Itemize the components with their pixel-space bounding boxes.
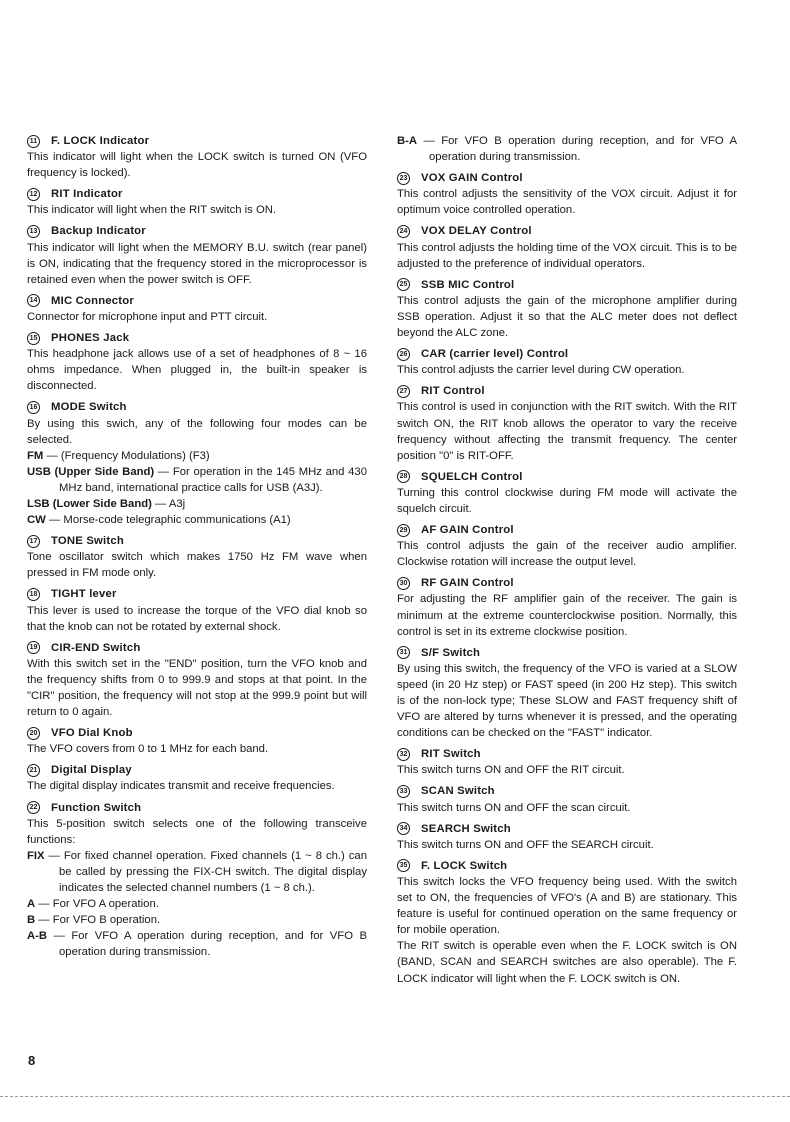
section-title: Function Switch [51,801,142,814]
section-body: This control adjusts the holding time of the VOX circuit. This is to be adjusted to the preference of individual operators. [397,241,737,270]
item-number-badge: 28 [397,470,410,483]
item-number-badge: 15 [27,332,40,345]
definition-item [27,512,367,528]
section-body: The VFO covers from 0 to 1 MHz for each band. [27,743,269,756]
section-heading [27,762,367,778]
footer-scan-rule [0,1096,790,1097]
section-heading [397,783,737,799]
item-number-badge: 13 [27,225,40,238]
definition-item [27,448,367,464]
section-heading [27,133,367,149]
section-title: CAR (carrier level) Control [421,348,569,361]
item-number-badge: 30 [397,577,410,590]
spec-section [27,586,367,634]
section-body: This switch turns ON and OFF the scan circuit. [397,801,631,814]
definition-item [27,896,367,912]
item-number-badge: 11 [27,135,40,148]
section-body: This switch turns ON and OFF the SEARCH circuit. [397,838,654,851]
spec-section [397,277,737,341]
spec-section [27,640,367,720]
item-number-badge: 24 [397,225,410,238]
item-number-badge: 16 [27,401,40,414]
spec-section [27,186,367,218]
section-body: This control is used in conjunction with the RIT switch. With the RIT switch ON, the RIT knob allows the operator to vary the receive frequency without affecting the transmit frequency. The center position "0" is RIT-OFF. [397,401,737,462]
item-number-badge: 32 [397,748,410,761]
section-title: RIT Control [421,385,485,398]
item-number-badge: 17 [27,535,40,548]
section-title: VOX GAIN Control [421,172,523,185]
definition-item [27,464,367,496]
section-body: Turning this control clockwise during FM mode will activate the squelch circuit. [397,486,737,515]
section-body: This lever is used to increase the torque of the VFO dial knob so that the knob can not be rotated by external shock. [27,604,367,633]
definition-term: B [27,914,36,927]
section-title: S/F Switch [421,646,481,659]
section-title: CIR-END Switch [51,641,141,654]
section-heading [27,800,367,816]
section-body: This control adjusts the carrier level during CW operation. [397,364,685,377]
section-title: VFO Dial Knob [51,727,133,740]
section-body: Connector for microphone input and PTT circuit. [27,310,268,323]
section-title: TONE Switch [51,535,124,548]
section-heading [27,330,367,346]
definition-term: FIX [27,849,45,862]
section-heading [397,575,737,591]
section-body: This headphone jack allows use of a set of headphones of 8 ~ 16 ohms impedance. When plugged in, the built-in speaker is disconnected. [27,348,367,393]
section-body: This indicator will light when the MEMORY B.U. switch (rear panel) is ON, indicating that the frequency stored in the microprocessor is retained even when the power switch is OFF. [27,241,367,286]
section-title: PHONES Jack [51,332,130,345]
item-number-badge: 33 [397,785,410,798]
spec-section [397,783,737,815]
definition-item [397,133,737,165]
item-number-badge: 27 [397,385,410,398]
definition-term: A [27,898,36,911]
spec-section [27,293,367,325]
spec-section [27,133,367,181]
right-column [397,133,737,992]
definition-item [27,928,367,960]
item-number-badge: 12 [27,188,40,201]
definition-text: — For VFO A operation. [35,898,159,911]
section-body: This indicator will light when the RIT switch is ON. [27,204,277,217]
section-body: With this switch set in the "END" position, turn the VFO knob and the frequency shifts from 0 to 999.9 and stops at that point. In the "CIR" position, the frequency will not stop at the 999.9 point but will return to 0 again. [27,657,367,719]
section-heading [27,293,367,309]
section-body: For adjusting the RF amplifier gain of the receiver. The gain is minimum at the extreme counterclockwise position. Normally, this control is set in its extreme clockwise position. [397,593,737,638]
item-number-badge: 14 [27,294,40,307]
section-body: Tone oscillator switch which makes 1750 Hz FM wave when pressed in FM mode only. [27,551,367,580]
item-number-badge: 18 [27,588,40,601]
section-title: MIC Connector [51,294,134,307]
spec-section [27,725,367,757]
spec-section [397,383,737,463]
section-body: This control adjusts the gain of the microphone amplifier during SSB operation. Adjust it so that the ALC meter does not deflect beyond the ALC zone. [397,294,737,340]
section-title: TIGHT lever [51,588,117,601]
item-number-badge: 34 [397,822,410,835]
spec-section [397,645,737,742]
spec-section [27,330,367,394]
section-title: RF GAIN Control [421,577,514,590]
spec-section [397,746,737,778]
spec-section [397,821,737,853]
section-heading [27,533,367,549]
section-heading [27,223,367,239]
section-title: SEARCH Switch [421,822,511,835]
section-body: By using this switch, the frequency of the VFO is varied at a SLOW speed (in 20 Hz step) or FAST speed (in 200 Hz step). This switch is of the non-lock type; These SLOW and FAST frequency shift of VFO are altered by turns whenever it is pressed, and the operating conditions can be checked on the "FAST" indicator. [397,662,737,740]
spec-section [397,346,737,378]
section-body: This indicator will light when the LOCK switch is turned ON (VFO frequency is locked). [27,151,367,180]
section-heading [397,522,737,538]
section-heading [397,821,737,837]
item-number-badge: 23 [397,172,410,185]
definition-term: A-B [27,930,48,943]
definition-item [27,912,367,928]
section-heading [27,725,367,741]
spec-section [397,133,737,165]
item-number-badge: 20 [27,727,40,740]
section-title: AF GAIN Control [421,524,514,537]
definition-item [27,848,367,896]
item-number-badge: 25 [397,278,410,291]
section-body: The digital display indicates transmit and receive frequencies. [27,780,335,793]
page-number: 8 [28,1053,36,1068]
definition-term: LSB (Lower Side Band) [27,497,152,510]
spec-section [27,762,367,794]
spec-section [397,522,737,570]
spec-section [397,469,737,517]
section-title: RIT Indicator [51,188,123,201]
definition-text: — For VFO A operation during reception, and for VFO B operation during transmission. [47,930,367,959]
section-title: RIT Switch [421,748,481,761]
section-title: SQUELCH Control [421,470,523,483]
definition-text: — For fixed channel operation. Fixed channels (1 ~ 8 ch.) can be called by pressing the FIX-CH switch. The digital display indicates the selected channel numbers (1 ~ 8 ch.). [44,849,367,895]
section-heading [397,383,737,399]
definition-text: — For operation in the 145 MHz and 430 MHz band, international practice calls for USB (A3J). [59,465,368,494]
section-title: SCAN Switch [421,785,495,798]
section-heading [397,223,737,239]
item-number-badge: 26 [397,348,410,361]
definition-item [27,496,367,512]
definition-text: — A3j [151,497,186,510]
section-heading [397,277,737,293]
spec-section [27,533,367,581]
spec-section [397,223,737,271]
item-number-badge: 29 [397,524,410,537]
section-heading [397,645,737,661]
definition-term: FM [27,449,44,462]
section-heading [27,399,367,415]
left-column [27,133,367,966]
section-body: This switch turns ON and OFF the RIT circuit. [397,764,625,777]
spec-section [27,399,367,528]
item-number-badge: 21 [27,764,40,777]
section-heading [27,186,367,202]
item-number-badge: 31 [397,646,410,659]
spec-section [397,575,737,639]
spec-section [27,800,367,961]
section-title: F. LOCK Indicator [51,135,150,147]
section-heading [397,346,737,362]
section-title: F. LOCK Switch [421,859,508,872]
section-body: This 5-position switch selects one of the following transceive functions: [27,817,367,846]
section-body: This switch locks the VFO frequency being used. With the switch set to ON, the frequencies of VFO's (A and B) are stationary. This feature is useful for continued operation on the same frequency or for mobile operation. [397,875,737,937]
section-heading [397,469,737,485]
section-heading [397,170,737,186]
section-heading [27,640,367,656]
section-title: Digital Display [51,764,132,777]
definition-term: B-A [397,135,418,147]
section-heading [397,858,737,874]
item-number-badge: 35 [397,859,410,872]
section-body: This control adjusts the sensitivity of the VOX circuit. Adjust it for optimum voice controlled operation. [397,188,737,217]
definition-text: — Morse-code telegraphic communications (A1) [45,514,291,527]
item-number-badge: 22 [27,801,40,814]
definition-text: — For VFO B operation. [35,914,161,927]
section-heading [27,586,367,602]
section-title: VOX DELAY Control [421,225,532,238]
section-heading [397,746,737,762]
definition-term: CW [27,514,46,527]
spec-section [27,223,367,287]
section-body: By using this swich, any of the following four modes can be selected. [27,417,367,446]
section-title: Backup Indicator [51,225,146,238]
section-title: SSB MIC Control [421,278,515,291]
spec-section [397,858,737,987]
definition-text: — For VFO B operation during reception, and for VFO A operation during transmission. [417,135,737,164]
definition-term: USB (Upper Side Band) [27,465,155,478]
definition-text: — (Frequency Modulations) (F3) [43,449,210,462]
section-title: MODE Switch [51,401,127,414]
spec-section [397,170,737,218]
section-body: The RIT switch is operable even when the F. LOCK switch is ON (BAND, SCAN and SEARCH switches are also operable). The F. LOCK indicator will light when the F. LOCK switch is ON. [397,940,737,985]
section-body: This control adjusts the gain of the receiver audio amplifier. Clockwise rotation will increase the output level. [397,540,737,569]
item-number-badge: 19 [27,641,40,654]
